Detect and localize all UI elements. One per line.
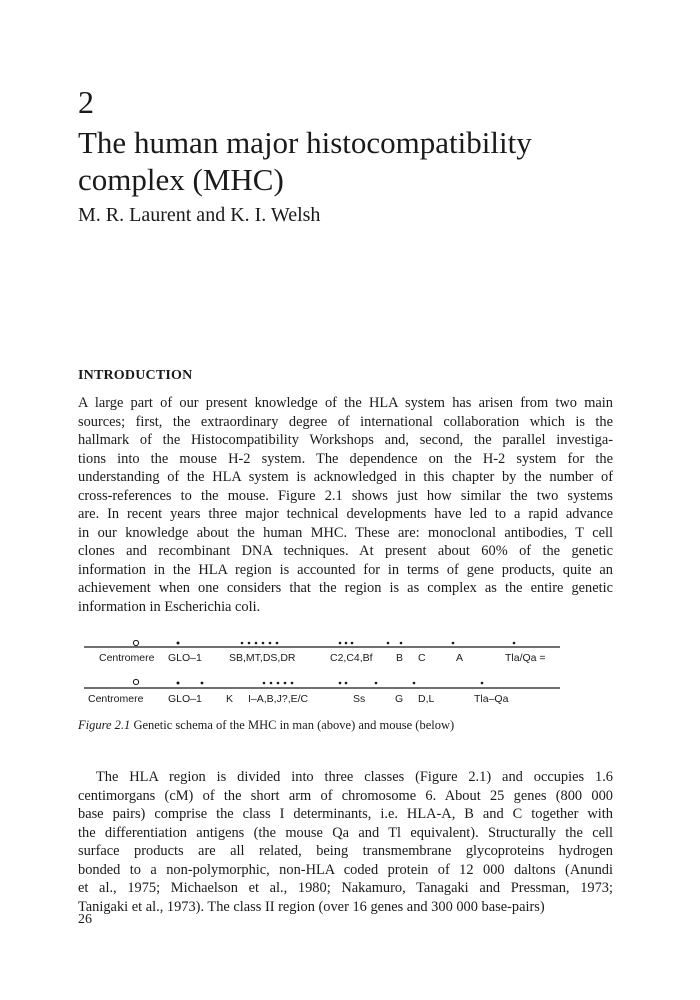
body-paragraph-2 (78, 768, 613, 916)
mouse-label: D,L (418, 693, 435, 705)
mouse-gene-labels (88, 693, 509, 705)
mouse-label: G (395, 693, 404, 705)
text-line: understanding of the HLA system is acknowledged in this chapter by the number of (78, 469, 613, 485)
mouse-label: K (226, 693, 234, 705)
human-label: SB,MT,DS,DR (229, 652, 296, 664)
text-line: base pairs) comprise the class I determinants, i.e. HLA-A, B and C together with (78, 806, 613, 822)
text-line: Tanigaki et al., 1973). The class II region (over 16 genes and 300 000 base-pairs) (78, 898, 545, 915)
page-number: 26 (78, 912, 92, 927)
text-line: sources; first, the extraordinary degree of international collaboration which is the (78, 413, 613, 430)
text-line: achievement when one considers that the region is as complex as the entire genetic (78, 580, 613, 596)
figure-caption-text: Genetic schema of the MHC in man (above) and mouse (below) (133, 718, 455, 732)
chapter-title: The human major histocompatibility complex (MHC) (78, 125, 532, 197)
text-line: hallmark of the Histocompatibility Workshops and, second, the parallel investiga- (78, 432, 613, 448)
text-line: et al., 1975; Michaelson et al., 1980; Nakamuro, Tanagaki and Pressman, 1973; (78, 880, 613, 896)
text-line: clones and recombinant DNA techniques. At present about 60% of the genetic (78, 543, 613, 559)
figure-caption-label: Figure 2.1 (78, 718, 131, 732)
gene-schema-diagram (78, 640, 568, 716)
section-heading: INTRODUCTION (78, 368, 193, 383)
text-line: bonded to a non-polymorphic, non-HLA coded protein of 12 000 daltons (Anundi (78, 861, 613, 878)
text-line: are. In recent years three major technical developments have led to a rapid advance (78, 506, 613, 522)
figure-caption (78, 718, 454, 733)
text-line: centimorgans (cM) of the short arm of chromosome 6. About 25 genes (800 000 (78, 787, 613, 804)
text-line: in our knowledge about the human MHC. These are: monoclonal antibodies, T cell (78, 524, 613, 541)
mouse-label: Tla–Qa (474, 693, 509, 705)
human-label: Centromere (99, 652, 155, 664)
human-label: Tla/Qa = (505, 652, 546, 664)
figure-2-1-gene-schema (78, 640, 568, 716)
human-label: B (396, 652, 404, 664)
introduction-paragraph-1 (78, 394, 613, 616)
human-label: C (418, 652, 426, 664)
chapter-number: 2 (78, 84, 94, 120)
human-chromosome-markers (133, 640, 515, 645)
text-line: The HLA region is divided into three classes (Figure 2.1) and occupies 1.6 (96, 769, 613, 785)
text-line: surface products are all related, being transmembrane glycoproteins hydrogen (78, 843, 613, 859)
human-centromere-marker (133, 640, 138, 645)
mouse-centromere-marker (133, 679, 138, 684)
text-line: the differentiation antigens (the mouse Qa and Tl equivalent). Structurally the cell (78, 824, 613, 841)
mouse-label: Ss (353, 693, 366, 705)
chapter-authors: M. R. Laurent and K. I. Welsh (78, 204, 321, 226)
mouse-label: GLO–1 (168, 693, 202, 705)
human-gene-labels (99, 652, 546, 664)
human-label: A (456, 652, 464, 664)
text-line: information in Escherichia coli. (78, 598, 261, 615)
text-line: tions into the mouse H-2 system. The dependence on the H-2 system for the (78, 450, 613, 467)
mouse-label: I–A,B,J?,E/C (248, 693, 309, 705)
mouse-label: Centromere (88, 693, 144, 705)
text-line: information in the HLA region is accounted for in terms of gene products, quite an (78, 561, 613, 578)
human-label: C2,C4,Bf (330, 652, 373, 664)
text-line: cross-references to the mouse. Figure 2.1 shows just how similar the two systems (78, 487, 613, 504)
human-label: GLO–1 (168, 652, 202, 664)
text-line: A large part of our present knowledge of the HLA system has arisen from two main (78, 395, 613, 411)
mouse-chromosome-markers (133, 679, 483, 684)
